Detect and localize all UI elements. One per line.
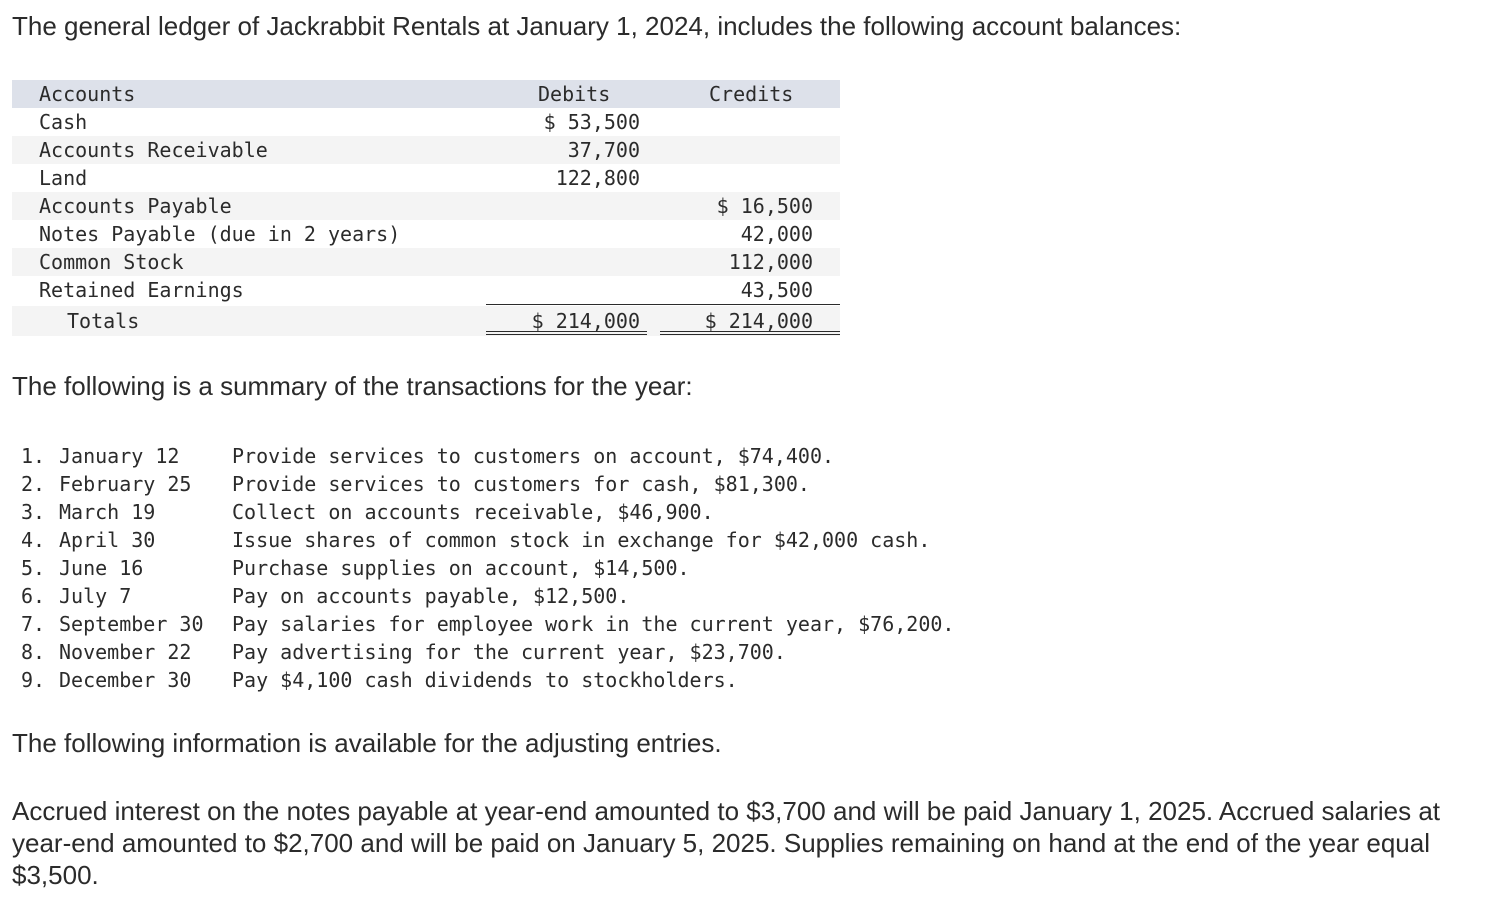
- credit-amount: $ 16,500: [716, 194, 813, 218]
- ledger-row: [12, 220, 840, 248]
- transaction-item: [21, 526, 1021, 554]
- transaction-item: [21, 638, 1021, 666]
- transaction-description: Pay salaries for employee work in the current year, $76,200.: [232, 612, 955, 636]
- debit-total-double-underline: [486, 331, 647, 335]
- column-header-debits: Debits: [538, 82, 611, 106]
- transaction-date: September 30: [59, 612, 204, 636]
- transaction-date: November 22: [59, 640, 192, 664]
- column-header-credits: Credits: [709, 82, 794, 106]
- transaction-date: June 16: [59, 556, 144, 580]
- transaction-number: 8.: [21, 640, 46, 664]
- ledger-header-row: [12, 80, 840, 108]
- transaction-date: July 7: [59, 584, 132, 608]
- adjusting-intro-text: The following information is available for the adjusting entries.: [12, 728, 722, 758]
- transaction-item: [21, 610, 1021, 638]
- credit-amount: 43,500: [740, 278, 813, 302]
- transaction-item: [21, 582, 1021, 610]
- total-debits: $ 214,000: [531, 309, 640, 333]
- transaction-number: 3.: [21, 500, 46, 524]
- transaction-item: [21, 666, 1021, 694]
- account-name: Land: [39, 166, 88, 190]
- transaction-number: 5.: [21, 556, 46, 580]
- account-name: Cash: [39, 110, 88, 134]
- account-name: Accounts Payable: [39, 194, 232, 218]
- ledger-row: [12, 136, 840, 164]
- transaction-item: [21, 470, 1021, 498]
- account-name: Accounts Receivable: [39, 138, 268, 162]
- transaction-number: 7.: [21, 612, 46, 636]
- transaction-number: 1.: [21, 444, 46, 468]
- transaction-description: Collect on accounts receivable, $46,900.: [232, 500, 714, 524]
- account-name: Common Stock: [39, 250, 184, 274]
- transactions-intro-text: The following is a summary of the transactions for the year:: [12, 371, 693, 401]
- column-header-accounts: Accounts: [39, 82, 136, 106]
- transaction-description: Pay advertising for the current year, $23,700.: [232, 640, 786, 664]
- transaction-number: 9.: [21, 668, 46, 692]
- ledger-table: [12, 80, 840, 336]
- totals-top-rule: [486, 304, 840, 305]
- credit-total-double-underline: [660, 331, 840, 335]
- transaction-description: Purchase supplies on account, $14,500.: [232, 556, 690, 580]
- transaction-item: [21, 442, 1021, 470]
- transaction-description: Issue shares of common stock in exchange for $42,000 cash.: [232, 528, 931, 552]
- transaction-description: Provide services to customers for cash, $81,300.: [232, 472, 810, 496]
- ledger-row: [12, 164, 840, 192]
- transactions-list: [21, 442, 1021, 694]
- ledger-row: [12, 248, 840, 276]
- transaction-number: 6.: [21, 584, 46, 608]
- credit-amount: 112,000: [728, 250, 813, 274]
- debit-amount: 122,800: [555, 166, 640, 190]
- debit-amount: 37,700: [567, 138, 640, 162]
- adjusting-details-text: Accrued interest on the notes payable at year-end amounted to $3,700 and will be paid January 1, 2025. Accrued salaries at year-end amounted to $2,700 and will be paid on January 5, 2025. Supplies remaining on hand at the end of the year equal $3,500.: [12, 796, 1441, 890]
- credit-amount: 42,000: [740, 222, 813, 246]
- transaction-item: [21, 554, 1021, 582]
- transaction-date: December 30: [59, 668, 192, 692]
- transaction-number: 2.: [21, 472, 46, 496]
- account-name: Retained Earnings: [39, 278, 244, 302]
- transaction-description: Pay on accounts payable, $12,500.: [232, 584, 630, 608]
- transaction-number: 4.: [21, 528, 46, 552]
- debit-amount: $ 53,500: [543, 110, 640, 134]
- totals-label: Totals: [67, 309, 140, 333]
- ledger-row: [12, 108, 840, 136]
- account-name: Notes Payable (due in 2 years): [39, 222, 401, 246]
- transaction-item: [21, 498, 1021, 526]
- transaction-date: March 19: [59, 500, 156, 524]
- ledger-row: [12, 192, 840, 220]
- transaction-date: January 12: [59, 444, 180, 468]
- total-credits: $ 214,000: [704, 309, 813, 333]
- transaction-description: Provide services to customers on account, $74,400.: [232, 444, 835, 468]
- transaction-date: February 25: [59, 472, 192, 496]
- intro-text: The general ledger of Jackrabbit Rentals at January 1, 2024, includes the following account balances:: [12, 11, 1182, 41]
- transaction-date: April 30: [59, 528, 156, 552]
- ledger-row: [12, 276, 840, 304]
- transaction-description: Pay $4,100 cash dividends to stockholders.: [232, 668, 738, 692]
